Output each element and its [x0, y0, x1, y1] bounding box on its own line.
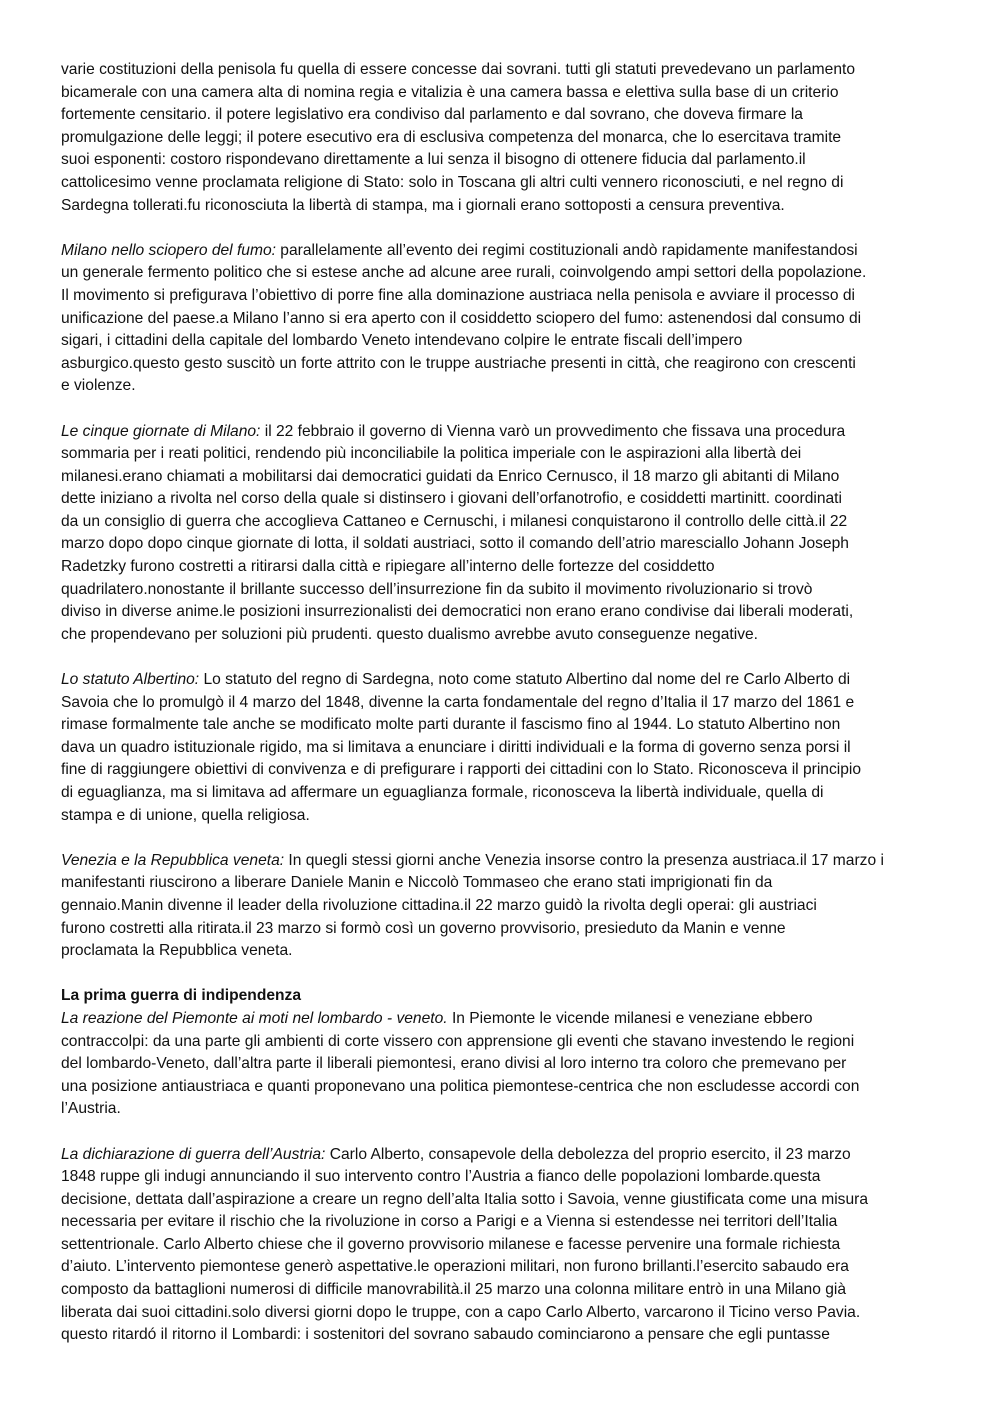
- text-line: [61, 240, 944, 263]
- text-line: e violenze.: [61, 377, 136, 395]
- paragraph-lead: La dichiarazione di guerra dell’Austria:: [61, 1145, 326, 1163]
- text-line: settentrionale. Carlo Alberto chiese che il governo provvisorio milanese e facesse pervenire una formale richiesta: [61, 1235, 841, 1253]
- text-line: un generale fermento politico che si estese anche ad alcune aree rurali, coinvolgendo ampi settori della popolazione.: [61, 264, 867, 282]
- paragraph-lead: La reazione del Piemonte ai moti nel lombardo - veneto.: [61, 1009, 448, 1027]
- text-run: parallelamente all’evento dei regimi costituzionali andò rapidamente manifestandosi: [275, 241, 858, 259]
- text-line: liberata dai suoi cittadini.solo diversi giorni dopo le truppe, con a capo Carlo Alberto, varcarono il Ticino verso Pavia.: [61, 1303, 861, 1321]
- text-line: unificazione del paese.a Milano l’anno si era aperto con il cosiddetto sciopero del fumo: astenendosi dal consumo di: [61, 309, 862, 327]
- text-line: fortemente censitario. il potere legislativo era condiviso dal parlamento e dal sovrano, che doveva firmare la: [61, 106, 803, 124]
- text-run: In quegli stessi giorni anche Venezia insorse contro la presenza austriaca.il 17 marzo i: [284, 851, 884, 869]
- text-line: manifestanti riuscirono a liberare Daniele Manin e Niccolò Tommaseo che erano stati imprigionati fin da: [61, 874, 773, 892]
- text-line: l’Austria.: [61, 1100, 121, 1118]
- paragraph-sciopero-del-fumo: [61, 240, 944, 398]
- text-run: Carlo Alberto, consapevole della debolezza del proprio esercito, il 23 marzo: [325, 1145, 851, 1163]
- document-page: [61, 59, 944, 1347]
- text-line: d’aiuto. L’intervento piemontese generò aspettative.le operazioni militari, non furono brillanti.l’esercito sabaudo era: [61, 1258, 849, 1276]
- text-line: dette iniziano a rivolta nel corso della quale si distinsero i giovani dell’orfanotrofio, e cosiddetti martinitt. coordinati: [61, 490, 842, 508]
- text-line: necessaria per evitare il rischio che la rivoluzione in corso a Parigi e a Vienna si estendesse nei territori dell’Italia: [61, 1213, 838, 1231]
- paragraph-lead: Venezia e la Repubblica veneta:: [61, 851, 285, 869]
- paragraph-reazione-piemonte: [61, 1008, 944, 1121]
- text-line: [61, 1144, 944, 1167]
- text-line: sigari, i cittadini della capitale del lombardo Veneto intendevano colpire le entrate fiscali dell’impero: [61, 332, 743, 350]
- text-line: 1848 ruppe gli indugi annunciando il suo intervento contro l’Austria a fianco delle popolazioni lombarde.questa: [61, 1168, 821, 1186]
- text-run: Lo statuto del regno di Sardegna, noto come statuto Albertino dal nome del re Carlo Alberto di: [199, 671, 851, 689]
- text-line: da un consiglio di guerra che accoglieva Cattaneo e Cernuschi, i milanesi conquistarono il controllo delle città.il 22: [61, 512, 848, 530]
- text-line: [61, 421, 944, 444]
- paragraph-lead: Lo statuto Albertino:: [61, 671, 200, 689]
- text-line: milanesi.erano chiamati a mobilitarsi dai democratici guidati da Enrico Cernusco, il 18 marzo gli abitanti di Milano: [61, 467, 840, 485]
- text-line: Il movimento si prefigurava l’obiettivo di porre fine alla dominazione austriaca nella penisola e avviare il processo di: [61, 286, 855, 304]
- text-line: suoi esponenti: costoro rispondevano direttamente a lui senza il bisogno di ottenere fiducia dal parlamento.il: [61, 151, 806, 169]
- text-line: asburgico.questo gesto suscitò un forte attrito con le truppe austriache presenti in città, che reagirono con crescenti: [61, 354, 856, 372]
- paragraph-dichiarazione-guerra: [61, 1144, 944, 1347]
- text-line: del lombardo-Veneto, dall’altra parte il liberali piemontesi, erano divisi al loro interno tra coloro che premevano per: [61, 1055, 847, 1073]
- text-line: di eguaglianza, ma si limitava ad affermare un eguaglianza formale, riconosceva la libertà individuale, quella di: [61, 784, 824, 801]
- text-line: stampa e di unione, quella religiosa.: [61, 806, 310, 824]
- text-line: [61, 850, 944, 873]
- text-line: contraccolpi: da una parte gli ambienti di corte vissero con apprensione gli eventi che stavano investendo le regioni: [61, 1032, 855, 1050]
- text-run: il 22 febbraio il governo di Vienna varò un provvedimento che fissava una procedura: [260, 422, 846, 440]
- paragraph-statuto-albertino: [61, 669, 944, 827]
- text-line: marzo dopo dopo cinque giornate di lotta, il soldati austriaci, sotto il comando dell’atrio maresciallo Johann Joseph: [61, 535, 849, 553]
- text-line: dava un quadro istituzionale rigido, ma si limitava a enunciare i diritti individuali e la forma di governo senza porsi il: [61, 738, 851, 756]
- text-line: [61, 669, 944, 692]
- text-line: cattolicesimo venne proclamata religione di Stato: solo in Toscana gli altri culti vennero riconosciuti, e nel regno di: [61, 173, 844, 191]
- paragraph-cinque-giornate: [61, 421, 944, 647]
- text-line: gennaio.Manin divenne il leader della rivoluzione cittadina.il 22 marzo guidò la rivolta degli operai: gli austriaci: [61, 896, 817, 914]
- text-line: Savoia che lo promulgò il 4 marzo del 1848, divenne la carta fondamentale del regno d’Italia il 17 marzo del 1861 e: [61, 693, 855, 711]
- text-line: fine di raggiungere obiettivi di convivenza e di prefigurare i rapporti dei cittadini con lo Stato. Riconosceva il principio: [61, 761, 862, 779]
- text-line: sommaria per i reati politici, rendendo più inconciliabile la politica imperiale con le aspirazioni alla libertà dei: [61, 445, 802, 463]
- text-line: Sardegna tollerati.fu riconosciuta la libertà di stampa, ma i giornali erano sottoposti a censura preventiva.: [61, 196, 785, 214]
- text-line: [61, 1008, 944, 1031]
- text-line: proclamata la Repubblica veneta.: [61, 942, 293, 960]
- text-line: composto da battaglioni numerosi di difficile manovrabilità.il 25 marzo una colonna militare entrò in una Milano già: [61, 1281, 847, 1299]
- paragraph-repubblica-veneta: [61, 850, 944, 963]
- paragraph-lead: Le cinque giornate di Milano:: [61, 422, 261, 440]
- paragraph-lead: Milano nello sciopero del fumo:: [61, 241, 276, 259]
- text-line: furono costretti alla ritirata.il 23 marzo si formò così un governo provvisorio, presieduto da Manin e venne: [61, 919, 786, 937]
- text-line: rimase formalmente tale anche se modificato molte parti durante il fascismo fino al 1944. Lo statuto Albertino non: [61, 716, 841, 734]
- text-line: questo ritardó il ritorno il Lombardi: i sostenitori del sovrano sabaudo cominciarono a pensare che egli puntasse: [61, 1326, 830, 1344]
- text-line: che propendevano per soluzioni più prudenti. questo dualismo avrebbe avuto conseguenze negative.: [61, 625, 759, 643]
- text-line: bicamerale con una camera alta di nomina regia e vitalizia è una camera bassa e elettiva sulla base di un criterio: [61, 83, 839, 101]
- text-line: promulgazione delle leggi; il potere esecutivo era di esclusiva competenza del monarca, che lo esercitava tramite: [61, 128, 842, 146]
- text-line: varie costituzioni della penisola fu quella di essere concesse dai sovrani. tutti gli statuti prevedevano un parlamento: [61, 61, 856, 78]
- text-line: quadrilatero.nonostante il brillante successo dell’insurrezione fin da subito il movimento rivoluzionario si trovò: [61, 580, 813, 598]
- section-heading: La prima guerra di indipendenza: [61, 987, 302, 1005]
- text-line: una posizione antiaustriaca e quanti proponevano una politica piemontese-centrica che non escludesse accordi con: [61, 1077, 860, 1095]
- text-line: diviso in diverse anime.le posizioni insurrezionalisti dei democratici non erano erano condivise dai liberali moderati,: [61, 603, 854, 621]
- text-line: Radetzky furono costretti a ritirarsi dalla città e ripiegare all’interno delle fortezze del cosiddetto: [61, 558, 715, 576]
- text-run: In Piemonte le vicende milanesi e veneziane ebbero: [447, 1009, 813, 1027]
- text-line: decisione, dettata dall’aspirazione a creare un regno dell’alta Italia sotto i Savoia, venne giustificata come una misura: [61, 1190, 869, 1208]
- paragraph-statuti-costituzionali: [61, 59, 944, 217]
